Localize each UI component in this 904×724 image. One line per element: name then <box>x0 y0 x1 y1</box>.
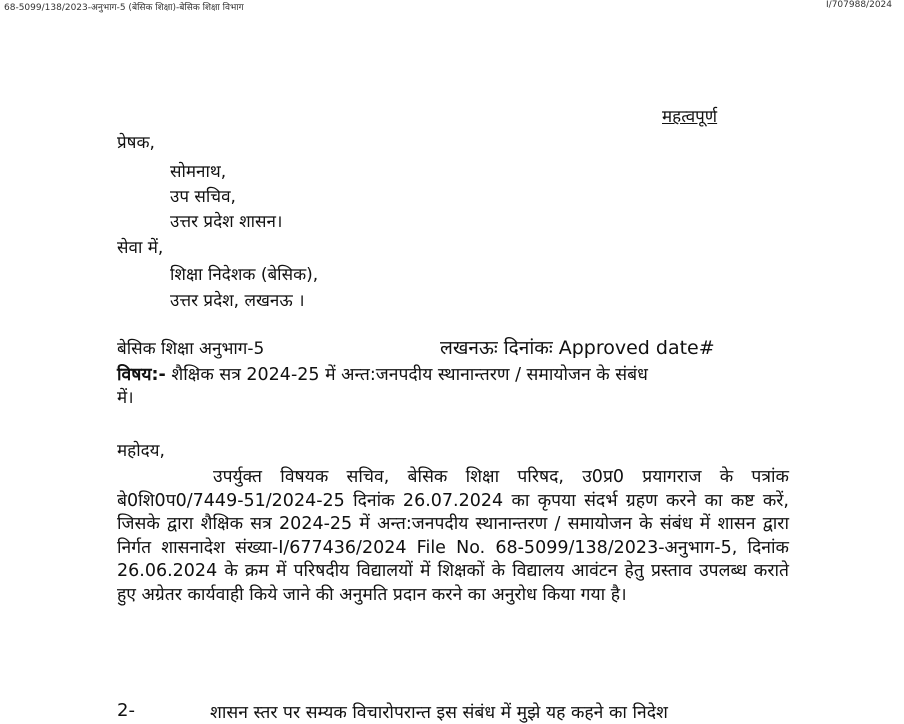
sender-designation: उप सचिव, <box>170 187 236 207</box>
subject-line <box>117 362 648 386</box>
section-name: बेसिक शिक्षा अनुभाग-5 <box>117 339 265 359</box>
salutation: महोदय, <box>117 441 165 461</box>
paragraph-2-number: 2- <box>117 700 135 721</box>
sender-label: प्रेषक, <box>117 133 155 153</box>
document-id-header: I/707988/2024 <box>826 0 892 10</box>
subject-text: शैक्षिक सत्र 2024-25 में अन्त:जनपदीय स्थानान्तरण / समायोजन के संबंध <box>171 365 648 385</box>
recipient-label: सेवा में, <box>117 238 164 258</box>
subject-label: विषय:- <box>117 365 166 385</box>
recipient-place: उत्तर प्रदेश, लखनऊ । <box>170 291 305 311</box>
important-label: महत्वपूर्ण <box>662 107 718 127</box>
sender-office: उत्तर प्रदेश शासन। <box>170 212 283 232</box>
recipient-designation: शिक्षा निदेशक (बेसिक), <box>170 265 319 285</box>
subject-continuation: में। <box>117 388 134 408</box>
paragraph-2-text: शासन स्तर पर सम्यक विचारोपरान्त इस संबंध में मुझे यह कहने का निदेश <box>210 703 668 723</box>
date-line: लखनऊः दिनांकः Approved date# <box>440 337 715 359</box>
document-reference-header: 68-5099/138/2023-अनुभाग-5 (बेसिक शिक्षा)-बेसिक शिक्षा विभाग <box>4 3 244 13</box>
sender-name: सोमनाथ, <box>170 162 227 182</box>
paragraph-1: उपर्युक्त विषयक सचिव, बेसिक शिक्षा परिषद, उ0प्र0 प्रयागराज के पत्रांक बे0शि0प0/7449-51/2024-25 दिनांक 26.07.2024 का कृपया संदर्भ ग्रहण करने का कष्ट करें, जिसके द्वारा शैक्षिक सत्र 2024-25 में अन्त:जनपदीय स्थानान्तरण / समायोजन के संबंध में शासन द्वारा निर्गत शासनादेश संख्या-I/677436/2024 File No. 68-5099/138/2023-अनुभाग-5, दिनांक 26.06.2024 के क्रम में परिषदीय विद्यालयों में शिक्षकों के विद्यालय आवंटन हेतु प्रस्ताव उपलब्ध कराते हुए अग्रेतर कार्यवाही किये जाने की अनुमति प्रदान करने का अनुरोध किया गया है। <box>117 467 789 605</box>
